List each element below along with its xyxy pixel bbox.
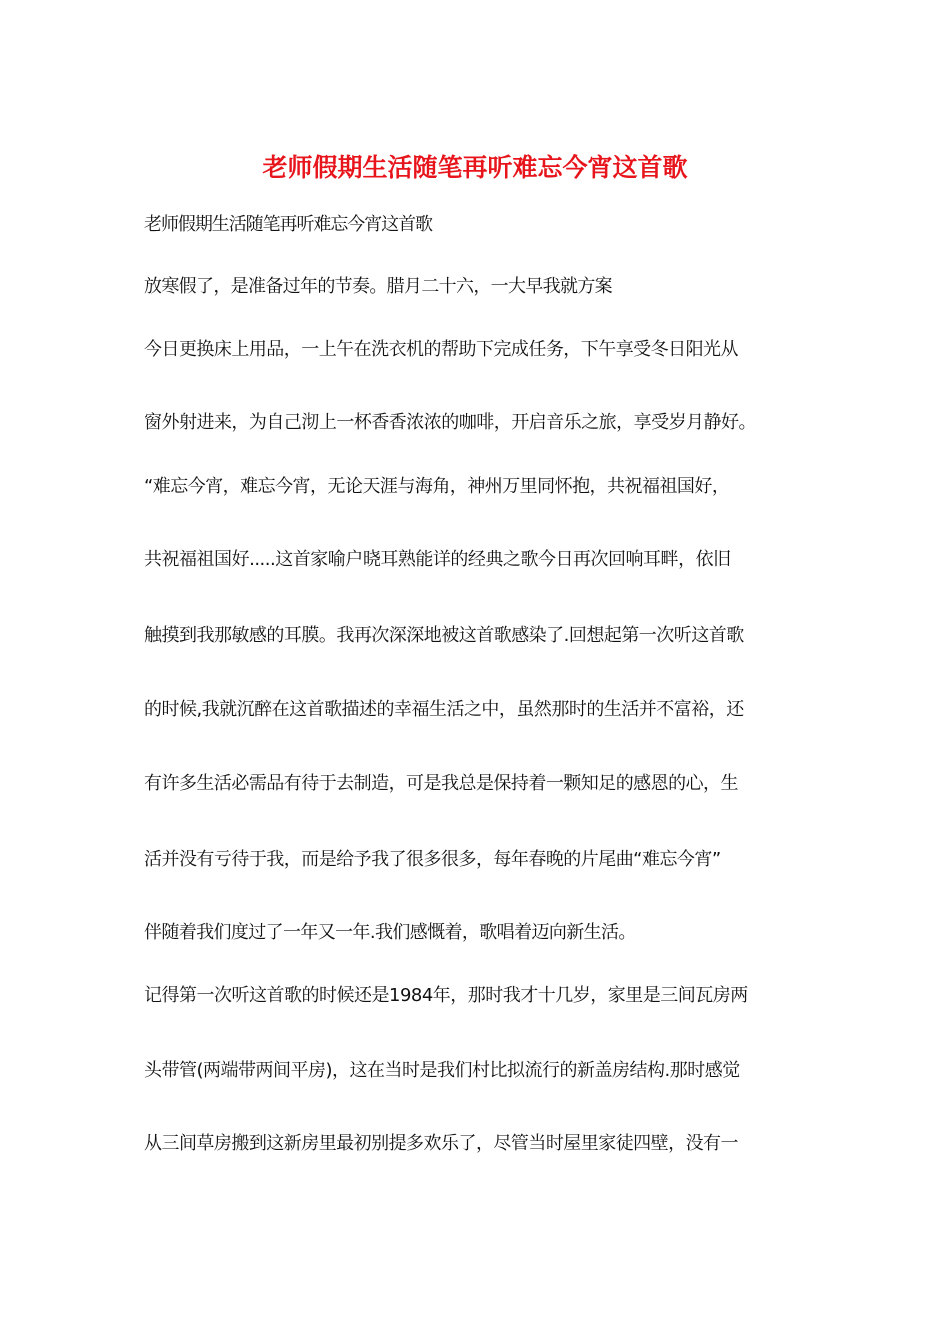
text-line: 今日更换床上用品，一上午在洗衣机的帮助下完成任务，下午享受冬日阳光从 xyxy=(144,339,738,360)
text-line: 从三间草房搬到这新房里最初别提多欢乐了，尽管当时屋里家徒四壁，没有一 xyxy=(144,1133,738,1154)
text-line: 的时候,我就沉醉在这首歌描述的幸福生活之中，虽然那时的生活并不富裕，还 xyxy=(144,699,744,720)
text-line: 伴随着我们度过了一年又一年.我们感慨着，歌唱着迈向新生活。 xyxy=(144,922,636,943)
text-line: 触摸到我那敏感的耳膜。我再次深深地被这首歌感染了.回想起第一次听这首歌 xyxy=(144,625,744,646)
text-line: 共祝福祖国好.....这首家喻户晓耳熟能详的经典之歌今日再次回响耳畔，依旧 xyxy=(144,549,731,570)
text-line: 记得第一次听这首歌的时候还是1984年，那时我才十几岁，家里是三间瓦房两 xyxy=(144,985,748,1006)
text-line: 有许多生活必需品有待于去制造，可是我总是保持着一颗知足的感恩的心，生 xyxy=(144,773,738,794)
text-line: 活并没有亏待于我，而是给予我了很多很多，每年春晚的片尾曲“难忘今宵” xyxy=(144,849,721,870)
text-line: 窗外射进来，为自己沏上一杯香香浓浓的咖啡，开启音乐之旅，享受岁月静好。 xyxy=(144,412,756,433)
text-line: 老师假期生活随笔再听难忘今宵这首歌 xyxy=(144,214,432,235)
text-line: “难忘今宵，难忘今宵，无论天涯与海角，神州万里同怀抱，共祝福祖国好， xyxy=(144,476,730,497)
text-line: 头带管(两端带两间平房)，这在当时是我们村比拟流行的新盖房结构.那时感觉 xyxy=(144,1060,740,1081)
document-title: 老师假期生活随笔再听难忘今宵这首歌 xyxy=(262,153,688,182)
text-line: 放寒假了，是准备过年的节奏。腊月二十六，一大早我就方案 xyxy=(144,276,612,297)
